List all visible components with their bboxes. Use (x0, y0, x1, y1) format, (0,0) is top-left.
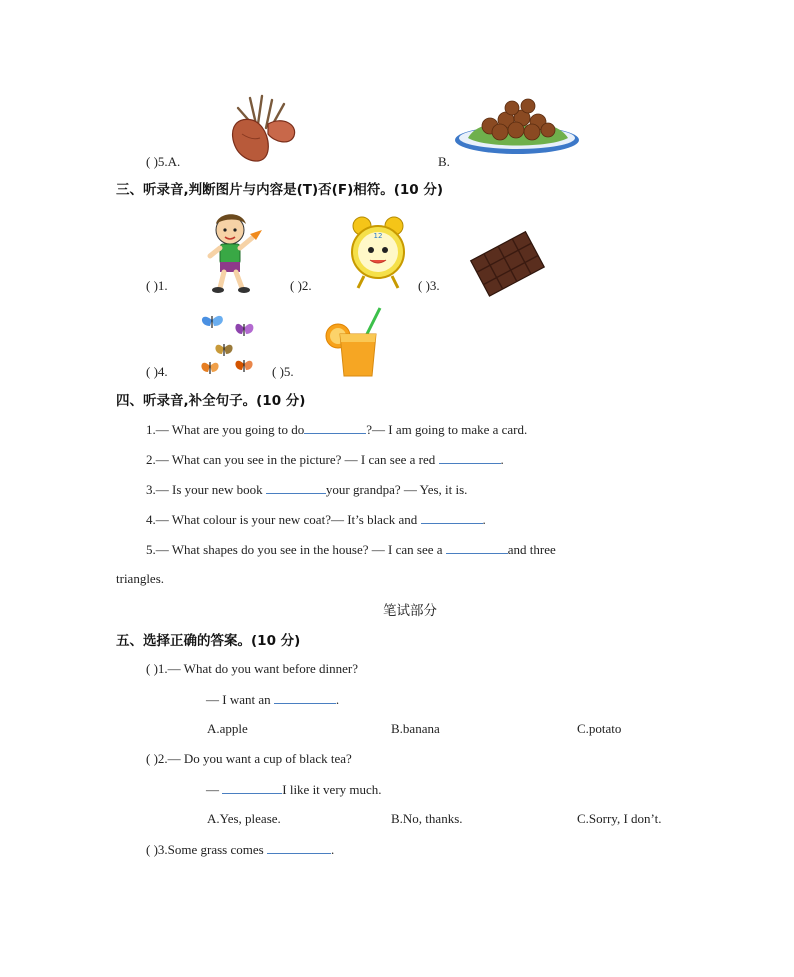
s5-q2-option-b[interactable]: B.No, thanks. (391, 811, 463, 826)
s5-q2-option-c[interactable]: C.Sorry, I don’t. (577, 811, 662, 826)
meatballs-plate-image (454, 94, 580, 166)
s4-blank-3[interactable] (266, 481, 326, 494)
s5-q1-option-a[interactable]: A.apple (207, 721, 248, 736)
alarm-clock-image (346, 212, 410, 292)
butterflies-image (198, 304, 260, 378)
sweet-potato-image (222, 94, 302, 166)
s3-question-3-label: ( )3. (418, 278, 440, 293)
s5-question-1-stem: ( )1.— What do you want before dinner? (146, 661, 359, 676)
s3-question-5-label: ( )5. (272, 364, 294, 379)
s5-q1-option-c[interactable]: C.potato (577, 721, 622, 736)
s4-sentence-3: 3.— Is your new book your grandpa? — Yes, it is. (146, 482, 468, 497)
chocolate-bar-image (470, 232, 544, 294)
s4-blank-4[interactable] (421, 511, 483, 524)
svg-text:12: 12 (373, 232, 383, 240)
section-3-title: 三、听录音,判断图片与内容是(T)否(F)相符。(10 分) (116, 182, 444, 198)
s4-sentence-2: 2.— What can you see in the picture? — I can see a red . (146, 452, 504, 467)
s5-question-1-line2: — I want an . (206, 692, 340, 707)
question-5-label: ( )5.A. (146, 154, 181, 169)
s3-question-4-label: ( )4. (146, 364, 168, 379)
section-4-title: 四、听录音,补全句子。(10 分) (116, 393, 306, 409)
s5-question-2-stem: ( )2.— Do you want a cup of black tea? (146, 751, 352, 766)
s4-sentence-1: 1.— What are you going to do ?— I am going to make a card. (146, 422, 528, 437)
boy-with-carrot-image (200, 208, 266, 294)
s4-blank-2[interactable] (439, 451, 501, 464)
s5-q2-option-a[interactable]: A.Yes, please. (207, 811, 281, 826)
s5-q2-blank[interactable] (222, 781, 282, 794)
orange-juice-image (324, 304, 386, 380)
s4-sentence-5: 5.— What shapes do you see in the house? — I can see a and three (146, 542, 556, 557)
s4-sentence-5-continued: triangles. (116, 571, 165, 586)
s4-sentence-4: 4.— What colour is your new coat?— It’s black and . (146, 512, 486, 527)
option-b-label: B. (438, 154, 450, 169)
s5-q1-option-b[interactable]: B.banana (391, 721, 440, 736)
section-5-title: 五、选择正确的答案。(10 分) (116, 633, 301, 649)
written-part-heading: 笔试部分 (383, 603, 437, 619)
s4-blank-1[interactable] (304, 421, 366, 434)
s5-q3-blank[interactable] (267, 841, 331, 854)
s5-q1-blank[interactable] (274, 691, 336, 704)
s3-question-2-label: ( )2. (290, 278, 312, 293)
s5-question-2-line2: — I like it very much. (206, 782, 382, 797)
s3-question-1-label: ( )1. (146, 278, 168, 293)
s5-question-3-stem: ( )3.Some grass comes . (146, 842, 335, 857)
s4-blank-5[interactable] (446, 541, 508, 554)
